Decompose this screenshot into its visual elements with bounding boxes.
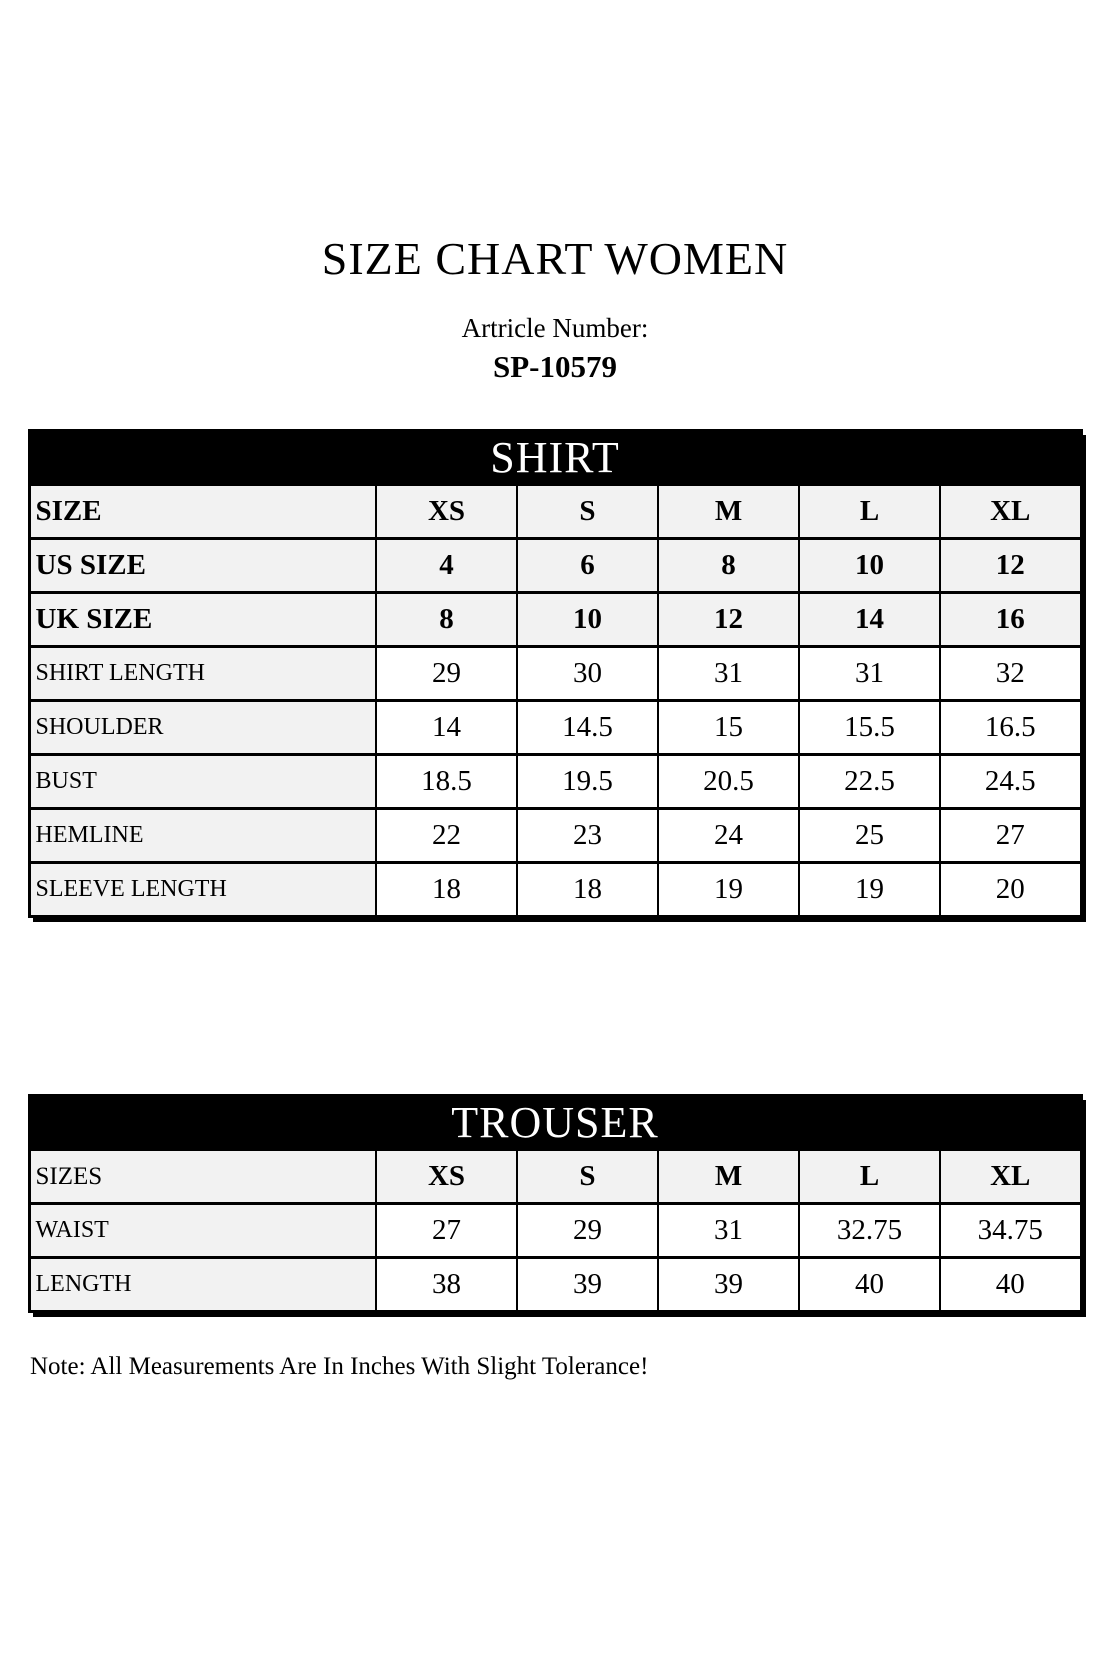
value-cell: 14.5 — [517, 701, 658, 755]
value-cell: 15 — [658, 701, 799, 755]
value-cell: 29 — [376, 647, 517, 701]
value-cell: 31 — [799, 647, 940, 701]
table-row-length — [29, 1258, 1081, 1312]
value-cell: 27 — [940, 809, 1081, 863]
size-cell: L — [799, 485, 940, 539]
value-cell: 40 — [799, 1258, 940, 1312]
article-number-value: SP-10579 — [493, 349, 617, 384]
row-label: SIZE — [29, 485, 376, 539]
row-label: BUST — [29, 755, 376, 809]
shirt-size-table — [28, 429, 1083, 918]
value-cell: 25 — [799, 809, 940, 863]
value-cell: 31 — [658, 647, 799, 701]
table-row-waist — [29, 1204, 1081, 1258]
size-cell: XS — [376, 485, 517, 539]
value-cell: 38 — [376, 1258, 517, 1312]
size-cell: M — [658, 1150, 799, 1204]
value-cell: 16.5 — [940, 701, 1081, 755]
table-row-us-size — [29, 539, 1081, 593]
value-cell: 39 — [658, 1258, 799, 1312]
value-cell: 6 — [517, 539, 658, 593]
value-cell: 39 — [517, 1258, 658, 1312]
value-cell: 20.5 — [658, 755, 799, 809]
row-label: WAIST — [29, 1204, 376, 1258]
value-cell: 8 — [376, 593, 517, 647]
value-cell: 18 — [376, 863, 517, 917]
value-cell: 18.5 — [376, 755, 517, 809]
size-cell: XL — [940, 1150, 1081, 1204]
value-cell: 19 — [799, 863, 940, 917]
value-cell: 31 — [658, 1204, 799, 1258]
row-label: US SIZE — [29, 539, 376, 593]
page-title: SIZE CHART WOMEN — [321, 233, 789, 284]
table-row-bust — [29, 755, 1081, 809]
value-cell: 24 — [658, 809, 799, 863]
trouser-table-title: TROUSER — [29, 1096, 1081, 1150]
value-cell: 32 — [940, 647, 1081, 701]
measurement-note: Note: All Measurements Are In Inches With Slight Tolerance! — [30, 1353, 649, 1380]
value-cell: 14 — [376, 701, 517, 755]
value-cell: 23 — [517, 809, 658, 863]
row-label: HEMLINE — [29, 809, 376, 863]
table-row-hemline — [29, 809, 1081, 863]
shirt-table-title-row — [29, 431, 1081, 485]
row-label: SHOULDER — [29, 701, 376, 755]
trouser-size-table — [28, 1094, 1083, 1313]
value-cell: 19 — [658, 863, 799, 917]
value-cell: 15.5 — [799, 701, 940, 755]
row-label: SIZES — [29, 1150, 376, 1204]
value-cell: 40 — [940, 1258, 1081, 1312]
value-cell: 27 — [376, 1204, 517, 1258]
value-cell: 8 — [658, 539, 799, 593]
row-label: UK SIZE — [29, 593, 376, 647]
value-cell: 18 — [517, 863, 658, 917]
value-cell: 10 — [517, 593, 658, 647]
size-cell: S — [517, 1150, 658, 1204]
row-label: LENGTH — [29, 1258, 376, 1312]
value-cell: 34.75 — [940, 1204, 1081, 1258]
size-cell: S — [517, 485, 658, 539]
value-cell: 22 — [376, 809, 517, 863]
value-cell: 10 — [799, 539, 940, 593]
value-cell: 29 — [517, 1204, 658, 1258]
table-row-shirt-length — [29, 647, 1081, 701]
table-row-sleeve-length — [29, 863, 1081, 917]
value-cell: 4 — [376, 539, 517, 593]
value-cell: 24.5 — [940, 755, 1081, 809]
value-cell: 22.5 — [799, 755, 940, 809]
value-cell: 16 — [940, 593, 1081, 647]
trouser-table-title-row — [29, 1096, 1081, 1150]
table-row-sizes — [29, 1150, 1081, 1204]
row-label: SLEEVE LENGTH — [29, 863, 376, 917]
value-cell: 19.5 — [517, 755, 658, 809]
value-cell: 12 — [940, 539, 1081, 593]
value-cell: 20 — [940, 863, 1081, 917]
size-cell: L — [799, 1150, 940, 1204]
size-cell: XS — [376, 1150, 517, 1204]
table-row-uk-size — [29, 593, 1081, 647]
value-cell: 14 — [799, 593, 940, 647]
row-label: SHIRT LENGTH — [29, 647, 376, 701]
value-cell: 30 — [517, 647, 658, 701]
article-number-label: Artricle Number: — [461, 313, 649, 343]
table-row-shoulder — [29, 701, 1081, 755]
value-cell: 32.75 — [799, 1204, 940, 1258]
size-cell: XL — [940, 485, 1081, 539]
size-cell: M — [658, 485, 799, 539]
shirt-table-title: SHIRT — [29, 431, 1081, 485]
value-cell: 12 — [658, 593, 799, 647]
table-row-size — [29, 485, 1081, 539]
